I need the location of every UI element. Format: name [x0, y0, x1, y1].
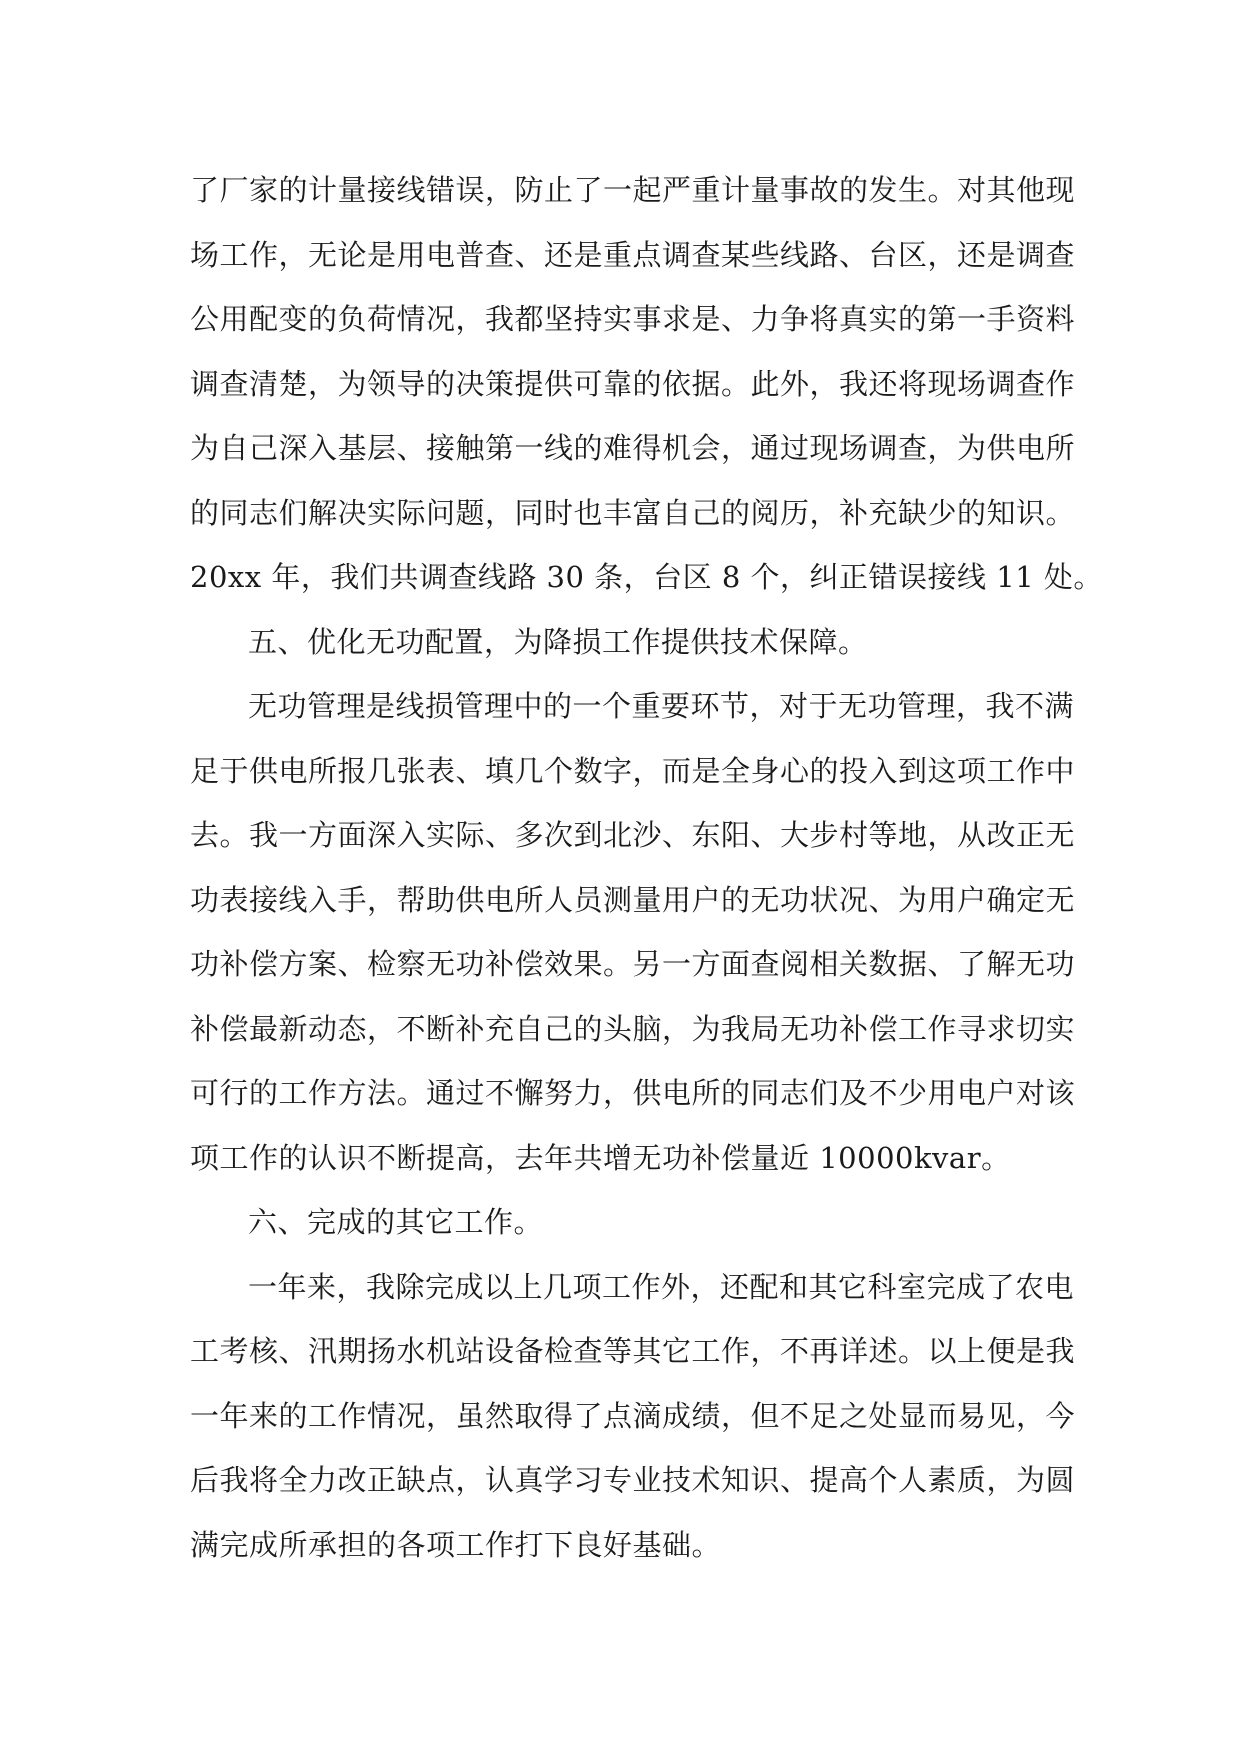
paragraph-first-line: 一年来，我除完成以上几项工作外，还配和其它科室完成了农电	[248, 1269, 1075, 1304]
text-line: 可行的工作方法。通过不懈努力，供电所的同志们及不少用电户对该	[190, 1076, 1076, 1110]
text-line: 场工作，无论是用电普查、还是重点调查某些线路、台区，还是调查	[190, 237, 1076, 272]
section-heading: 六、完成的其它工作。	[248, 1205, 544, 1239]
text-line: 后我将全力改正缺点，认真学习专业技术知识、提高个人素质，为圆	[190, 1463, 1076, 1497]
paragraph-first-line: 无功管理是线损管理中的一个重要环节，对于无功管理，我不满	[248, 689, 1075, 723]
text-line: 补偿最新动态，不断补充自己的头脑，为我局无功补偿工作寻求切实	[190, 1011, 1076, 1046]
text-line: 调查清楚，为领导的决策提供可靠的依据。此外，我还将现场调查作	[190, 366, 1076, 401]
text-line: 了厂家的计量接线错误，防止了一起严重计量事故的发生。对其他现	[190, 173, 1076, 207]
text-line: 功补偿方案、检察无功补偿效果。另一方面查阅相关数据、了解无功	[190, 947, 1076, 981]
text-line: 足于供电所报几张表、填几个数字，而是全身心的投入到这项工作中	[190, 753, 1076, 788]
text-line: 去。我一方面深入实际、多次到北沙、东阳、大步村等地，从改正无	[190, 818, 1076, 852]
text-line: 功表接线入手，帮助供电所人员测量用户的无功状况、为用户确定无	[190, 882, 1076, 917]
section-heading: 五、优化无功配置，为降损工作提供技术保障。	[248, 624, 868, 659]
text-line: 一年来的工作情况，虽然取得了点滴成绩，但不足之处显而易见，今	[190, 1398, 1076, 1433]
text-line: 为自己深入基层、接触第一线的难得机会，通过现场调查，为供电所	[190, 431, 1076, 465]
text-line: 满完成所承担的各项工作打下良好基础。	[190, 1527, 722, 1562]
text-line: 20xx 年，我们共调查线路 30 条，台区 8 个，纠正错误接线 11 处。	[190, 560, 1103, 594]
text-line: 的同志们解决实际问题，同时也丰富自己的阅历，补充缺少的知识。	[190, 495, 1076, 530]
document-body	[190, 158, 1103, 1577]
text-line: 公用配变的负荷情况，我都坚持实事求是、力争将真实的第一手资料	[190, 302, 1076, 336]
text-line: 工考核、汛期扬水机站设备检查等其它工作，不再详述。以上便是我	[190, 1334, 1076, 1368]
text-line: 项工作的认识不断提高，去年共增无功补偿量近 10000kvar。	[190, 1140, 1011, 1175]
